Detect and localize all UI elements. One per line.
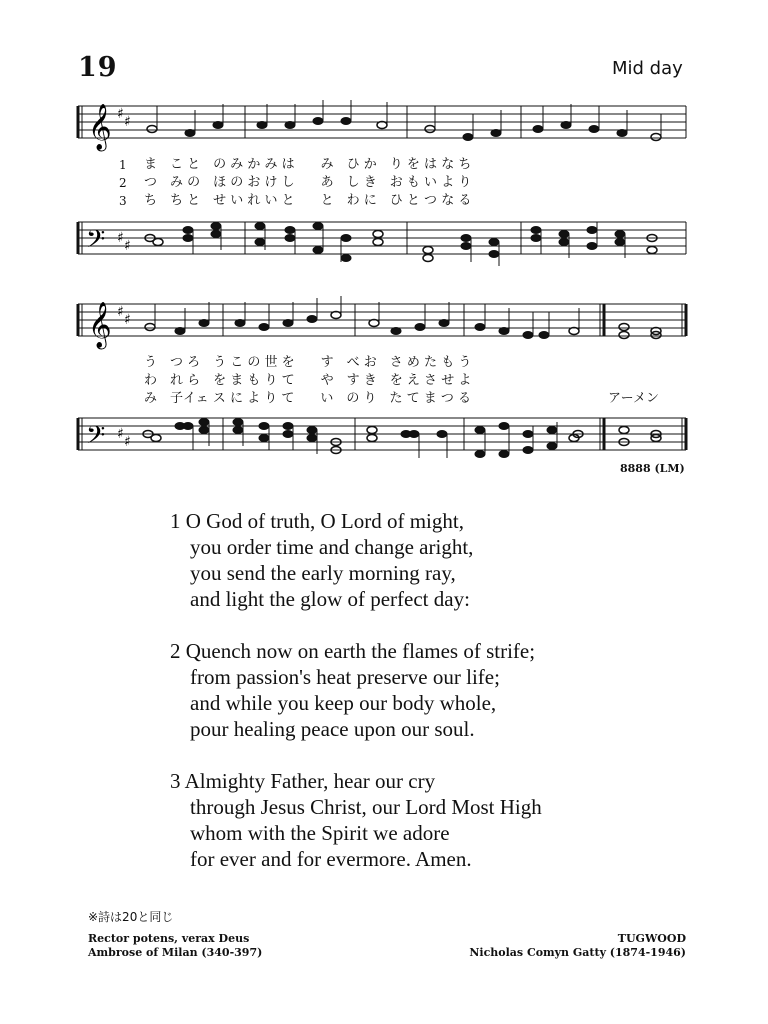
verse-line [170,638,535,664]
composer: Nicholas Comyn Gatty (1874-1946) [469,946,686,959]
sharp-icon: ♯ [124,312,131,328]
hymn-number: 19 [78,52,118,83]
verse-line-text: Almighty Father, hear our cry [184,769,436,793]
amen-lyric: アーメン [608,391,659,406]
verse-line: pour healing peace upon our soul. [190,717,475,741]
lyric-line: み 子イェ ス に よ り て い の り た て ま つ る [144,391,471,406]
verse-3 [170,768,542,872]
treble-staff-system-1 [0,96,768,156]
text-author: Ambrose of Milan (340-397) [88,946,263,959]
verse-line: whom with the Spirit we adore [190,821,450,845]
verse-line-text: Quench now on earth the flames of strife; [185,639,536,663]
verse-number: 1 [119,158,127,172]
treble-clef-icon: 𝄞 [88,104,112,150]
sharp-icon: ♯ [117,304,124,320]
bass-staff-system-1 [0,214,768,270]
verse-line: through Jesus Christ, our Lord Most High [190,795,542,819]
sharp-icon: ♯ [124,238,131,254]
sharp-icon: ♯ [117,230,124,246]
verse-line [170,508,473,534]
tune-name: TUGWOOD [617,932,686,945]
verse-number: 3 [170,769,181,793]
verse-line: and light the glow of perfect day: [190,587,470,611]
text-title: Rector potens, verax Deus [88,932,250,945]
verse-number: 3 [119,194,127,208]
sharp-icon: ♯ [124,114,131,130]
lyric-line: ま こ と の み か み は み ひ か り を は な ち [144,157,472,172]
sharp-icon: ♯ [124,434,131,450]
verse-1 [170,508,473,612]
lyric-line: ち ち と せ い れ い と と わ に ひ と つ な る [144,193,472,208]
sharp-icon: ♯ [117,426,124,442]
bass-clef-icon: 𝄢 [86,421,106,456]
bass-clef-icon: 𝄢 [86,225,106,260]
lyric-line: つ み の ほ の お け し あ し き お も い よ り [144,175,472,190]
verse-line [170,768,542,794]
verse-line: from passion's heat preserve our life; [190,665,500,689]
footnote: ※詩は20と同じ [88,910,174,924]
lyric-line: わ れ ら を ま も り て や す き を え さ せ よ [144,373,472,388]
verse-line: you order time and change aright, [190,535,474,559]
verse-number: 2 [119,176,127,190]
verse-line: for ever and for evermore. Amen. [190,847,472,871]
hymn-theme: Mid day [612,58,683,79]
lyric-line: う つ ろ う こ の 世 を す べ お さ め た も う [144,355,472,370]
verse-line: you send the early morning ray, [190,561,456,585]
verse-line-text: O God of truth, O Lord of might, [185,509,464,533]
verse-number: 2 [170,639,181,663]
meter-label: 8888 (LM) [620,462,685,475]
sharp-icon: ♯ [117,106,124,122]
bass-staff-system-2 [0,408,768,466]
verse-number: 1 [170,509,181,533]
treble-clef-icon: 𝄞 [88,302,112,348]
treble-staff-system-2 [0,296,768,356]
verse-line: and while you keep our body whole, [190,691,497,715]
verse-2 [170,638,535,742]
